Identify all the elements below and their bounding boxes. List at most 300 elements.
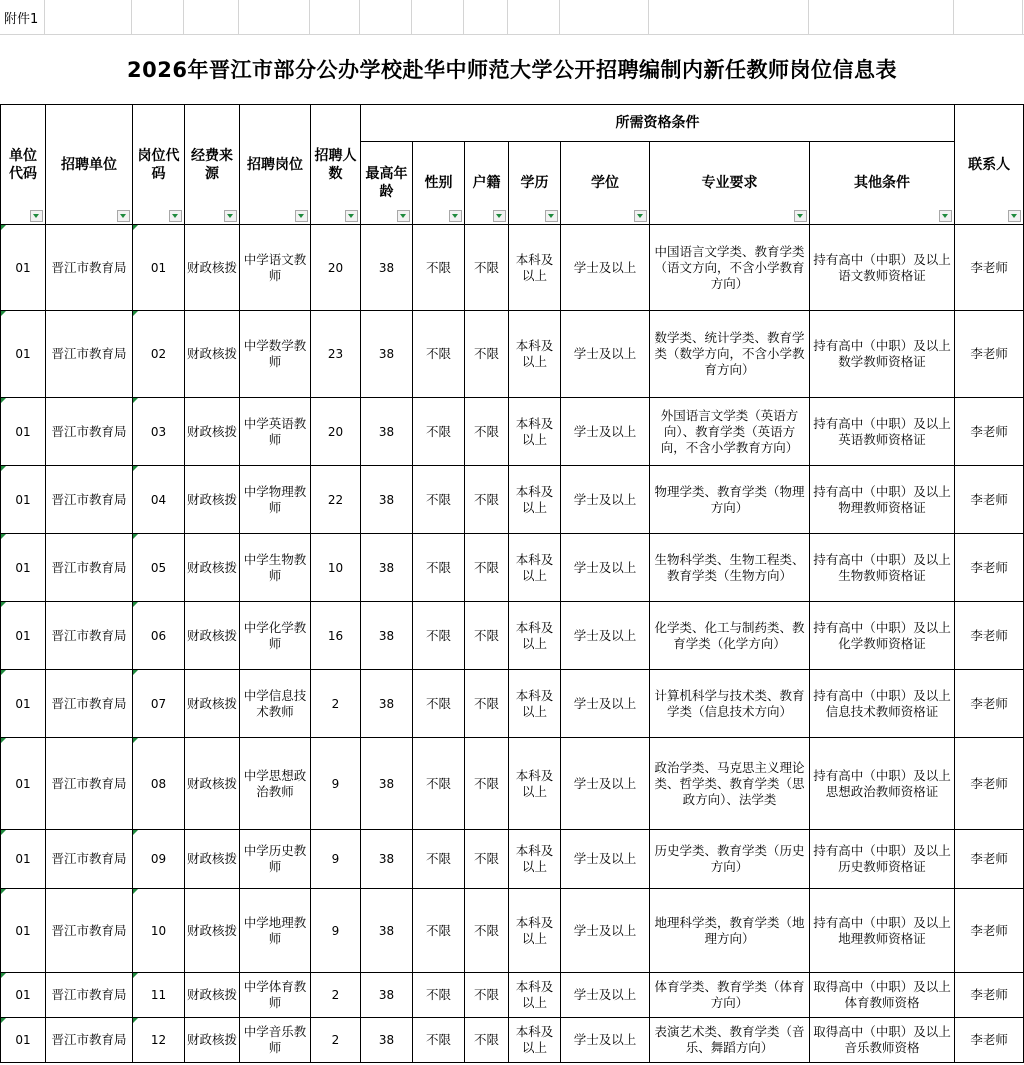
cell-other[interactable] <box>810 534 955 602</box>
cell-count[interactable] <box>311 1018 361 1063</box>
cell-education[interactable] <box>509 973 561 1018</box>
grid-line <box>44 0 45 34</box>
cell-funding[interactable] <box>185 466 240 534</box>
filter-dropdown-icon[interactable] <box>794 210 807 222</box>
cell-hukou[interactable] <box>465 1018 509 1063</box>
cell-text: 03 <box>150 424 167 439</box>
cell-text: 01 <box>15 696 31 711</box>
cell-funding[interactable] <box>185 225 240 311</box>
cell-text: 不限 <box>425 627 451 643</box>
cell-other[interactable] <box>810 602 955 670</box>
cell-gender[interactable] <box>413 466 465 534</box>
filter-dropdown-icon[interactable] <box>397 210 410 222</box>
cell-education[interactable] <box>509 225 561 311</box>
filter-dropdown-icon[interactable] <box>1008 210 1021 222</box>
cell-degree[interactable] <box>561 311 650 398</box>
cell-text: 李老师 <box>970 627 1008 643</box>
cell-text: 本科及以上 <box>515 619 554 651</box>
header-funding[interactable]: 经费来源 <box>185 105 240 225</box>
cell-text: 财政核拨 <box>187 775 238 791</box>
table-row <box>1 973 1024 1018</box>
cell-post-code[interactable] <box>133 398 185 466</box>
cell-post-code[interactable] <box>133 534 185 602</box>
cell-count[interactable] <box>311 602 361 670</box>
cell-hukou[interactable] <box>465 398 509 466</box>
cell-education[interactable] <box>509 1018 561 1063</box>
cell-text: 政治学类、马克思主义理论类、哲学类、教育学类（思政方向）、法学类 <box>654 759 805 807</box>
cell-unit-code[interactable] <box>1 1018 46 1063</box>
cell-degree[interactable] <box>561 466 650 534</box>
cell-text: 学士及以上 <box>573 922 637 938</box>
cell-funding[interactable] <box>185 889 240 973</box>
cell-text: 01 <box>15 988 31 1002</box>
cell-text: 李老师 <box>970 346 1008 361</box>
cell-text: 10 <box>327 560 344 575</box>
cell-contact[interactable] <box>955 225 1024 311</box>
cell-degree[interactable] <box>561 398 650 466</box>
cell-text: 07 <box>150 696 167 711</box>
cell-education[interactable] <box>509 830 561 889</box>
cell-text: 地理科学类，教育学类（地理方向） <box>654 914 805 946</box>
filter-dropdown-icon[interactable] <box>345 210 358 222</box>
grid-line <box>1022 0 1023 34</box>
cell-max-age[interactable] <box>361 311 413 398</box>
text-number-warning-icon <box>1 830 6 835</box>
cell-education[interactable] <box>509 889 561 973</box>
cell-unit-code[interactable] <box>1 311 46 398</box>
cell-text: 晋江市教育局 <box>51 627 127 643</box>
text-number-warning-icon <box>1 225 6 230</box>
cell-funding[interactable] <box>185 1018 240 1063</box>
cell-count[interactable] <box>311 670 361 738</box>
cell-text: 体育学类、教育学类（体育方向） <box>654 979 805 1010</box>
cell-text: 学士及以上 <box>573 346 637 361</box>
cell-degree[interactable] <box>561 225 650 311</box>
cell-major[interactable] <box>650 670 810 738</box>
cell-count[interactable] <box>311 398 361 466</box>
header-unit[interactable]: 招聘单位 <box>46 105 133 225</box>
cell-max-age[interactable] <box>361 466 413 534</box>
cell-text: 23 <box>327 347 344 361</box>
cell-major[interactable] <box>650 534 810 602</box>
cell-education[interactable] <box>509 738 561 830</box>
cell-contact[interactable] <box>955 311 1024 398</box>
header-max-age[interactable]: 最高年龄 <box>361 142 413 225</box>
cell-degree[interactable] <box>561 534 650 602</box>
cell-text: 本科及以上 <box>515 767 554 799</box>
table-row <box>1 889 1024 973</box>
cell-contact[interactable] <box>955 398 1024 466</box>
cell-degree[interactable] <box>561 1018 650 1063</box>
cell-unit-code[interactable] <box>1 889 46 973</box>
cell-major[interactable] <box>650 889 810 973</box>
cell-gender[interactable] <box>413 830 465 889</box>
cell-unit[interactable] <box>46 1018 133 1063</box>
cell-text: 不限 <box>425 423 451 439</box>
text-number-warning-icon <box>133 670 138 675</box>
cell-hukou[interactable] <box>465 225 509 311</box>
cell-count[interactable] <box>311 889 361 973</box>
cell-other[interactable] <box>810 311 955 398</box>
cell-count[interactable] <box>311 225 361 311</box>
cell-text: 38 <box>378 347 395 361</box>
cell-text: 38 <box>378 260 395 275</box>
cell-text: 计算机科学与技术类、教育学类（信息技术方向） <box>654 687 805 719</box>
cell-hukou[interactable] <box>465 670 509 738</box>
cell-text: 38 <box>378 988 395 1002</box>
cell-count[interactable] <box>311 830 361 889</box>
header-post-code[interactable]: 岗位代码 <box>133 105 185 225</box>
cell-post[interactable] <box>240 889 311 973</box>
cell-funding[interactable] <box>185 398 240 466</box>
cell-major[interactable] <box>650 738 810 830</box>
text-number-warning-icon <box>1 1018 6 1023</box>
cell-gender[interactable] <box>413 738 465 830</box>
cell-text: 22 <box>327 492 344 507</box>
cell-text: 01 <box>15 492 31 507</box>
cell-contact[interactable] <box>955 534 1024 602</box>
filter-dropdown-icon[interactable] <box>169 210 182 222</box>
cell-text: 持有高中（中职）及以上化学教师资格证 <box>813 619 951 651</box>
cell-post-code[interactable] <box>133 889 185 973</box>
cell-funding[interactable] <box>185 602 240 670</box>
cell-post-code[interactable] <box>133 311 185 398</box>
cell-education[interactable] <box>509 398 561 466</box>
cell-post-code[interactable] <box>133 973 185 1018</box>
cell-text: 11 <box>150 988 167 1002</box>
cell-text: 晋江市教育局 <box>51 259 127 275</box>
cell-unit[interactable] <box>46 738 133 830</box>
cell-count[interactable] <box>311 534 361 602</box>
cell-count[interactable] <box>311 738 361 830</box>
cell-unit[interactable] <box>46 311 133 398</box>
cell-unit-code[interactable] <box>1 670 46 738</box>
cell-unit-code[interactable] <box>1 398 46 466</box>
cell-count[interactable] <box>311 466 361 534</box>
cell-major[interactable] <box>650 602 810 670</box>
cell-max-age[interactable] <box>361 398 413 466</box>
grid-line <box>559 0 560 34</box>
cell-major[interactable] <box>650 973 810 1018</box>
grid-line <box>359 0 360 34</box>
cell-text: 晋江市教育局 <box>51 559 127 575</box>
cell-text: 中学语文教师 <box>243 251 307 283</box>
cell-post[interactable] <box>240 830 311 889</box>
filter-dropdown-icon[interactable] <box>295 210 308 222</box>
cell-text: 李老师 <box>970 491 1008 507</box>
cell-contact[interactable] <box>955 466 1024 534</box>
cell-major[interactable] <box>650 1018 810 1063</box>
cell-unit-code[interactable] <box>1 466 46 534</box>
cell-text: 本科及以上 <box>515 979 554 1010</box>
cell-text: 38 <box>378 424 395 439</box>
cell-text: 李老师 <box>970 987 1008 1002</box>
cell-unit[interactable] <box>46 534 133 602</box>
cell-text: 取得高中（中职）及以上音乐教师资格 <box>813 1024 951 1055</box>
header-other[interactable]: 其他条件 <box>810 142 955 225</box>
cell-education[interactable] <box>509 466 561 534</box>
header-qualifications[interactable]: 所需资格条件 <box>361 105 955 142</box>
cell-text: 不限 <box>473 346 499 361</box>
cell-unit[interactable] <box>46 889 133 973</box>
text-number-warning-icon <box>1 670 6 675</box>
cell-major[interactable] <box>650 466 810 534</box>
cell-text: 财政核拨 <box>187 559 238 575</box>
cell-unit[interactable] <box>46 398 133 466</box>
cell-text: 持有高中（中职）及以上历史教师资格证 <box>813 843 951 874</box>
cell-other[interactable] <box>810 466 955 534</box>
cell-gender[interactable] <box>413 973 465 1018</box>
header-education[interactable]: 学历 <box>509 142 561 225</box>
cell-max-age[interactable] <box>361 534 413 602</box>
cell-post[interactable] <box>240 738 311 830</box>
cell-text: 持有高中（中职）及以上数学教师资格证 <box>813 338 951 369</box>
header-gender[interactable]: 性别 <box>413 142 465 225</box>
text-number-warning-icon <box>133 1018 138 1023</box>
cell-text: 持有高中（中职）及以上语文教师资格证 <box>813 251 951 283</box>
cell-text: 生物科学类、生物工程类、教育学类（生物方向） <box>654 551 805 583</box>
cell-text: 01 <box>15 852 31 866</box>
cell-other[interactable] <box>810 889 955 973</box>
header-unit-code[interactable]: 单位代码 <box>1 105 46 225</box>
cell-education[interactable] <box>509 670 561 738</box>
cell-post-code[interactable] <box>133 602 185 670</box>
cell-funding[interactable] <box>185 534 240 602</box>
cell-text: 04 <box>150 492 167 507</box>
cell-unit[interactable] <box>46 973 133 1018</box>
cell-gender[interactable] <box>413 398 465 466</box>
cell-gender[interactable] <box>413 311 465 398</box>
cell-gender[interactable] <box>413 534 465 602</box>
cell-post[interactable] <box>240 670 311 738</box>
cell-degree[interactable] <box>561 830 650 889</box>
grid-line <box>411 0 412 34</box>
filter-dropdown-icon[interactable] <box>449 210 462 222</box>
cell-max-age[interactable] <box>361 670 413 738</box>
cell-hukou[interactable] <box>465 738 509 830</box>
table-row <box>1 311 1024 398</box>
cell-degree[interactable] <box>561 738 650 830</box>
cell-unit-code[interactable] <box>1 602 46 670</box>
cell-major[interactable] <box>650 830 810 889</box>
cell-post[interactable] <box>240 311 311 398</box>
cell-max-age[interactable] <box>361 225 413 311</box>
cell-hukou[interactable] <box>465 973 509 1018</box>
cell-contact[interactable] <box>955 973 1024 1018</box>
cell-count[interactable] <box>311 973 361 1018</box>
cell-text: 08 <box>150 776 167 791</box>
cell-contact[interactable] <box>955 1018 1024 1063</box>
cell-degree[interactable] <box>561 670 650 738</box>
cell-post[interactable] <box>240 1018 311 1063</box>
cell-text: 财政核拨 <box>187 695 238 711</box>
cell-post[interactable] <box>240 534 311 602</box>
positions-table <box>0 104 1024 1063</box>
cell-text: 取得高中（中职）及以上体育教师资格 <box>813 979 951 1010</box>
cell-text: 不限 <box>473 491 499 507</box>
text-number-warning-icon <box>1 738 6 743</box>
cell-text: 9 <box>331 776 340 791</box>
cell-text: 38 <box>378 560 395 575</box>
cell-hukou[interactable] <box>465 466 509 534</box>
cell-post[interactable] <box>240 466 311 534</box>
cell-unit[interactable] <box>46 830 133 889</box>
cell-hukou[interactable] <box>465 889 509 973</box>
cell-text: 不限 <box>425 775 451 791</box>
page-title[interactable]: 2026年晋江市部分公办学校赴华中师范大学公开招聘编制内新任教师岗位信息表 <box>127 58 897 82</box>
cell-gender[interactable] <box>413 225 465 311</box>
grid-line <box>648 0 649 34</box>
cell-text: 财政核拨 <box>187 491 238 507</box>
cell-text: 化学类、化工与制药类、教育学类（化学方向） <box>654 619 805 651</box>
cell-text: 本科及以上 <box>515 551 554 583</box>
cell-unit-code[interactable] <box>1 534 46 602</box>
text-number-warning-icon <box>133 225 138 230</box>
cell-text: 01 <box>15 424 31 439</box>
grid-line <box>131 0 132 34</box>
cell-text: 不限 <box>473 775 499 791</box>
cell-hukou[interactable] <box>465 311 509 398</box>
cell-other[interactable] <box>810 1018 955 1063</box>
cell-text: 01 <box>15 1033 31 1047</box>
cell-text: 38 <box>378 852 395 866</box>
cell-post-code[interactable] <box>133 670 185 738</box>
cell-hukou[interactable] <box>465 602 509 670</box>
cell-education[interactable] <box>509 534 561 602</box>
cell-post[interactable] <box>240 602 311 670</box>
text-number-warning-icon <box>1 466 6 471</box>
cell-text: 财政核拨 <box>187 987 238 1002</box>
filter-dropdown-icon[interactable] <box>117 210 130 222</box>
cell-max-age[interactable] <box>361 830 413 889</box>
cell-other[interactable] <box>810 670 955 738</box>
cell-post-code[interactable] <box>133 225 185 311</box>
cell-contact[interactable] <box>955 889 1024 973</box>
cell-post[interactable] <box>240 225 311 311</box>
cell-education[interactable] <box>509 311 561 398</box>
cell-max-age[interactable] <box>361 1018 413 1063</box>
cell-funding[interactable] <box>185 311 240 398</box>
cell-count[interactable] <box>311 311 361 398</box>
cell-other[interactable] <box>810 225 955 311</box>
cell-major[interactable] <box>650 225 810 311</box>
header-count[interactable]: 招聘人数 <box>311 105 361 225</box>
cell-funding[interactable] <box>185 670 240 738</box>
cell-text: 不限 <box>473 987 499 1002</box>
cell-text: 中学思想政治教师 <box>243 767 307 799</box>
cell-unit[interactable] <box>46 602 133 670</box>
cell-post-code[interactable] <box>133 1018 185 1063</box>
filter-dropdown-icon[interactable] <box>939 210 952 222</box>
cell-text: 01 <box>15 776 31 791</box>
cell-unit[interactable] <box>46 225 133 311</box>
cell-max-age[interactable] <box>361 889 413 973</box>
cell-funding[interactable] <box>185 738 240 830</box>
cell-contact[interactable] <box>955 830 1024 889</box>
cell-unit[interactable] <box>46 466 133 534</box>
cell-text: 晋江市教育局 <box>51 346 127 361</box>
header-contact[interactable]: 联系人 <box>955 105 1024 225</box>
filter-dropdown-icon[interactable] <box>30 210 43 222</box>
cell-post-code[interactable] <box>133 738 185 830</box>
text-number-warning-icon <box>133 398 138 403</box>
cell-hukou[interactable] <box>465 830 509 889</box>
cell-other[interactable] <box>810 738 955 830</box>
filter-dropdown-icon[interactable] <box>493 210 506 222</box>
cell-max-age[interactable] <box>361 973 413 1018</box>
cell-education[interactable] <box>509 602 561 670</box>
cell-text: 2 <box>331 988 340 1002</box>
header-major[interactable]: 专业要求 <box>650 142 810 225</box>
cell-text: 本科及以上 <box>515 251 554 283</box>
cell-funding[interactable] <box>185 830 240 889</box>
cell-text: 不限 <box>473 559 499 575</box>
grid-line <box>238 0 239 34</box>
filter-dropdown-icon[interactable] <box>545 210 558 222</box>
cell-text: 学士及以上 <box>573 987 637 1002</box>
cell-unit-code[interactable] <box>1 973 46 1018</box>
attachment-label[interactable]: 附件1 <box>4 12 39 27</box>
cell-unit-code[interactable] <box>1 738 46 830</box>
cell-funding[interactable] <box>185 973 240 1018</box>
header-hukou[interactable]: 户籍 <box>465 142 509 225</box>
cell-contact[interactable] <box>955 602 1024 670</box>
table-row <box>1 534 1024 602</box>
cell-degree[interactable] <box>561 973 650 1018</box>
header-degree[interactable]: 学位 <box>561 142 650 225</box>
header-post[interactable]: 招聘岗位 <box>240 105 311 225</box>
cell-text: 持有高中（中职）及以上信息技术教师资格证 <box>813 687 951 719</box>
cell-degree[interactable] <box>561 889 650 973</box>
cell-unit-code[interactable] <box>1 830 46 889</box>
cell-text: 20 <box>327 424 344 439</box>
cell-other[interactable] <box>810 830 955 889</box>
cell-other[interactable] <box>810 973 955 1018</box>
cell-post[interactable] <box>240 398 311 466</box>
cell-post[interactable] <box>240 973 311 1018</box>
cell-max-age[interactable] <box>361 738 413 830</box>
cell-major[interactable] <box>650 311 810 398</box>
cell-gender[interactable] <box>413 889 465 973</box>
cell-text: 财政核拨 <box>187 346 238 361</box>
cell-text: 不限 <box>473 695 499 711</box>
cell-contact[interactable] <box>955 670 1024 738</box>
cell-max-age[interactable] <box>361 602 413 670</box>
cell-text: 9 <box>331 852 340 866</box>
filter-dropdown-icon[interactable] <box>634 210 647 222</box>
cell-text: 本科及以上 <box>515 338 554 369</box>
cell-gender[interactable] <box>413 1018 465 1063</box>
cell-text: 财政核拨 <box>187 423 238 439</box>
cell-unit[interactable] <box>46 670 133 738</box>
cell-text: 中学化学教师 <box>243 619 307 651</box>
cell-post-code[interactable] <box>133 830 185 889</box>
cell-other[interactable] <box>810 398 955 466</box>
cell-degree[interactable] <box>561 602 650 670</box>
cell-major[interactable] <box>650 398 810 466</box>
cell-text: 中学数学教师 <box>243 338 307 369</box>
cell-text: 02 <box>150 347 167 361</box>
cell-text: 财政核拨 <box>187 851 238 866</box>
cell-text: 20 <box>327 260 344 275</box>
cell-post-code[interactable] <box>133 466 185 534</box>
cell-gender[interactable] <box>413 670 465 738</box>
cell-gender[interactable] <box>413 602 465 670</box>
cell-unit-code[interactable] <box>1 225 46 311</box>
cell-contact[interactable] <box>955 738 1024 830</box>
cell-hukou[interactable] <box>465 534 509 602</box>
filter-dropdown-icon[interactable] <box>224 210 237 222</box>
